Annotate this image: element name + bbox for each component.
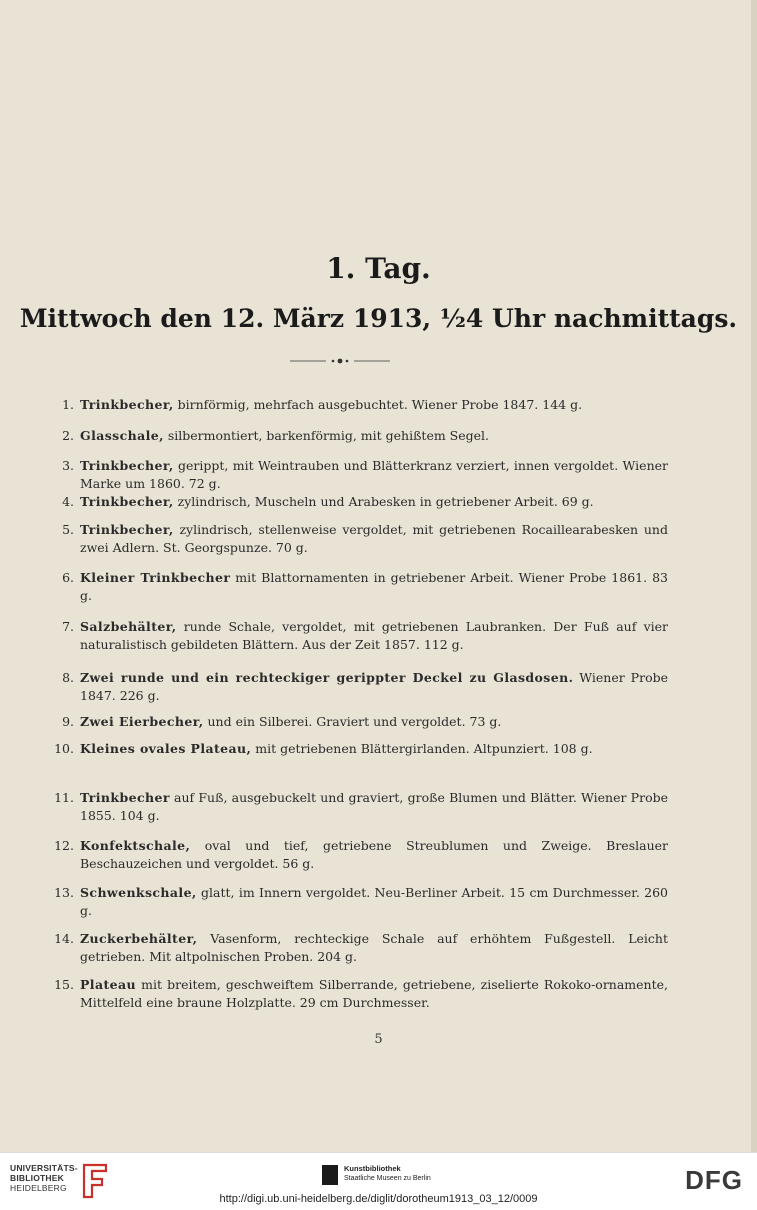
page-number: 5 [374, 1032, 383, 1047]
lot-text: silbermontiert, barkenförmig, mit gehißtem Segel. [163, 428, 490, 443]
lot-number: 2. [62, 428, 74, 443]
lot-text: runde Schale, vergoldet, mit getriebenen Laubranken. Der Fuß auf vier naturalistisch gebildeten Blättern. Aus der Zeit 1857. 112 g. [80, 619, 668, 652]
lot-item [52, 837, 668, 873]
lot-title: Kleines ovales Plateau, [80, 741, 252, 756]
lot-description [80, 427, 668, 445]
lot-text: zylindrisch, stellenweise vergoldet, mit getriebenen Rocaillearabesken und zwei Adlern. St. Georgspunze. 70 g. [80, 522, 668, 555]
date-heading: Mittwoch den 12. März 1913, ½4 Uhr nachmittags. [19, 304, 738, 333]
lot-number: 11. [54, 790, 74, 805]
lot-text: birnförmig, mehrfach ausgebuchtet. Wiener Probe 1847. 144 g. [173, 397, 583, 412]
lot-text: gerippt, mit Weintrauben und Blätterkranz verziert, innen vergoldet. Wiener Marke um 1860. 72 g. [80, 458, 668, 491]
lot-description [80, 396, 668, 414]
lot-description [80, 457, 668, 493]
day-heading: 1. Tag. [326, 252, 431, 285]
lot-description [80, 521, 668, 557]
lot-number: 1. [62, 397, 74, 412]
lot-number: 7. [62, 619, 74, 634]
lot-text: mit Blattornamenten in getriebener Arbeit. Wiener Probe 1861. 83 g. [80, 570, 668, 603]
uni-logo-line: HEIDELBERG [10, 1183, 67, 1193]
uni-logo-line: BIBLIOTHEK [10, 1173, 64, 1183]
lot-description [80, 930, 668, 966]
lot-title: Kleiner Trinkbecher [80, 570, 231, 585]
lot-item [52, 740, 652, 776]
kunstbibliothek-mark-icon [322, 1165, 338, 1185]
lot-title: Trinkbecher, [80, 397, 174, 412]
lot-description [80, 976, 668, 1012]
lot-number: 14. [54, 931, 74, 946]
kb-sub: Staatliche Museen zu Berlin [344, 1175, 431, 1182]
lot-title: Trinkbecher, [80, 458, 174, 473]
lot-description [80, 493, 668, 511]
lot-item [52, 789, 668, 825]
lot-text: oval und tief, getriebene Streublumen und Zweige. Breslauer Beschauzeichen und vergoldet. 56 g. [80, 838, 668, 871]
lot-text: zylindrisch, Muscheln und Arabesken in getriebener Arbeit. 69 g. [173, 494, 594, 509]
lot-item [52, 493, 652, 511]
lot-number: 8. [62, 670, 74, 685]
source-url-link[interactable]: http://digi.ub.uni-heidelberg.de/diglit/dorotheum1913_03_12/0009 [219, 1193, 538, 1205]
lot-item [52, 427, 652, 445]
lot-text: Vasenform, rechteckige Schale auf erhöhtem Fußgestell. Leicht getrieben. Mit altpolnischen Proben. 204 g. [80, 931, 668, 964]
lot-text: und ein Silberei. Graviert und vergoldet. 73 g. [203, 714, 502, 729]
lot-item [52, 396, 652, 414]
lot-description [80, 789, 668, 825]
lot-description [80, 569, 668, 605]
lot-description [80, 618, 668, 654]
lot-title: Schwenkschale, [80, 885, 197, 900]
kb-name: Kunstbibliothek [344, 1164, 401, 1173]
lot-text: auf Fuß, ausgebuckelt und graviert, große Blumen und Blätter. Wiener Probe 1855. 104 g. [80, 790, 668, 823]
lot-title: Zwei Eierbecher, [80, 714, 204, 729]
ornament-divider [290, 356, 390, 366]
lot-number: 3. [62, 458, 74, 473]
lot-number: 12. [54, 838, 74, 853]
lot-title: Zuckerbehälter, [80, 931, 198, 946]
lot-description [80, 669, 668, 705]
lot-description [80, 713, 668, 731]
kunstbibliothek-logo[interactable] [322, 1163, 482, 1197]
lot-title: Trinkbecher [80, 790, 170, 805]
page-edge [751, 0, 757, 1152]
lot-title: Trinkbecher, [80, 494, 174, 509]
lot-item [52, 457, 668, 493]
lot-number: 6. [62, 570, 74, 585]
lot-number: 15. [54, 977, 74, 992]
lot-title: Salzbehälter, [80, 619, 177, 634]
lot-title: Zwei runde und ein rechteckiger gerippter Deckel zu Glasdosen. [80, 670, 574, 685]
lot-item [52, 669, 668, 705]
lot-title: Konfektschale, [80, 838, 191, 853]
lot-text: Wiener Probe 1847. 226 g. [80, 670, 668, 703]
lot-title: Plateau [80, 977, 136, 992]
lot-item [52, 884, 668, 920]
lot-number: 10. [54, 741, 74, 756]
lot-text: glatt, im Innern vergoldet. Neu-Berliner Arbeit. 15 cm Durchmesser. 260 g. [80, 885, 668, 918]
lot-item [52, 930, 668, 966]
footer-bar [0, 1152, 757, 1210]
lot-item [52, 976, 668, 1012]
uni-logo-line: UNIVERSITÄTS- [10, 1163, 78, 1173]
lot-number: 9. [62, 714, 74, 729]
lot-number: 4. [62, 494, 74, 509]
lot-number: 5. [62, 522, 74, 537]
lot-item [52, 618, 668, 654]
lot-description [80, 884, 668, 920]
lot-title: Trinkbecher, [80, 522, 174, 537]
lot-text: mit breitem, geschweiftem Silberrande, getriebene, ziselierte Rokoko-ornamente, Mittelfeld eine braune Holzplatte. 29 cm Durchmesser. [80, 977, 668, 1010]
lot-number: 13. [54, 885, 74, 900]
dfg-logo[interactable]: DFG [685, 1165, 743, 1195]
lot-description [80, 740, 668, 758]
lot-item [52, 521, 668, 557]
lot-description [80, 837, 668, 873]
lot-text: mit getriebenen Blättergirlanden. Altpunziert. 108 g. [251, 741, 593, 756]
lot-item [52, 569, 668, 605]
lot-title: Glasschale, [80, 428, 164, 443]
lot-item [52, 713, 652, 731]
